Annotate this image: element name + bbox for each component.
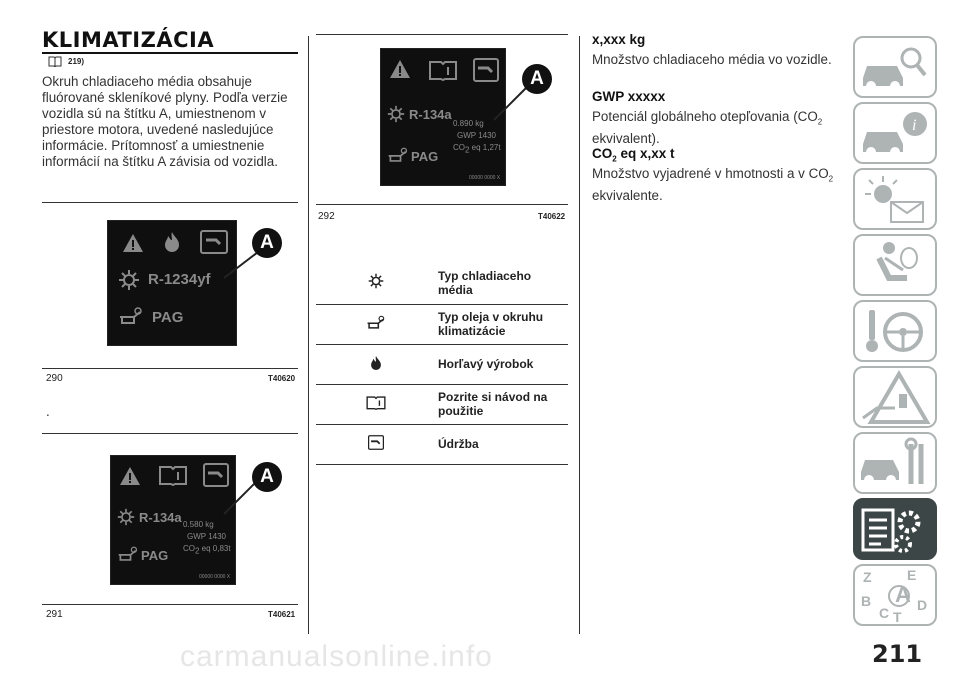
- table-row: [316, 424, 568, 464]
- intro-paragraph: Okruh chladiaceho média obsahuje fluórované skleníkové plyny. Podľa verzie vozidla sú na štítku A, umiestnenom v priestore motora, uvedené nasledujúce informácie. Prítomnosť a umiestnenie informácií na štítku A závisia od vozidla.: [42, 74, 288, 169]
- gwp-value: GWP 1430: [457, 131, 496, 140]
- refrigerant-label: R-1234yf: [148, 271, 211, 288]
- flammable-icon: [162, 231, 182, 253]
- label-id: 00000 0000 X: [469, 175, 501, 181]
- warning-book-icon: [48, 56, 62, 67]
- warning-ref-number: 219): [68, 57, 85, 66]
- seat-airbag-icon: [855, 236, 935, 294]
- figure-number: 290: [46, 373, 63, 384]
- chapter-tab-active[interactable]: [853, 498, 937, 560]
- definition-desc: Množstvo vyjadrené v hmotnosti a v $CO_2$ ekvivalente.: [592, 166, 834, 203]
- figure-divider: [42, 202, 298, 203]
- title-divider: [42, 52, 298, 54]
- chapter-tab[interactable]: [853, 300, 937, 362]
- co2-equivalent: $CO_2$ eq 1,27t: [453, 143, 501, 155]
- svg-text:D: D: [917, 597, 928, 613]
- page-title: KLIMATIZÁCIA: [42, 28, 215, 52]
- svg-text:E: E: [907, 567, 917, 583]
- gwp-value: GWP 1430: [187, 532, 226, 541]
- table-row: [316, 304, 568, 344]
- figure-code: T40622: [538, 212, 566, 221]
- svg-text:i: i: [912, 117, 917, 134]
- table-row: [316, 262, 568, 304]
- car-magnifier-icon: [855, 38, 935, 96]
- warning-triangle-icon: [389, 59, 411, 79]
- figure-code: T40621: [268, 610, 296, 619]
- symbol-label: Údržba: [436, 424, 568, 464]
- callout-a: A: [252, 462, 282, 492]
- figure-number: 292: [318, 211, 335, 222]
- symbol-label: Pozrite si návod na použitie: [436, 384, 568, 424]
- svg-text:Z: Z: [863, 569, 872, 585]
- wrench-icon: [473, 58, 499, 82]
- refrigerant-symbol-icon: [118, 269, 140, 291]
- car-info-icon: [855, 104, 935, 162]
- definition-desc: Množstvo chladiaceho média vo vozidle.: [592, 52, 832, 67]
- watermark: carmanualsonline.info: [180, 640, 493, 673]
- label-photo-292: [380, 48, 506, 186]
- road-warning-triangle-icon: [855, 368, 935, 426]
- svg-text:T: T: [893, 609, 902, 624]
- manual-book-icon: [429, 59, 457, 81]
- manual-book-icon: [366, 395, 386, 410]
- caption-divider: [316, 204, 568, 205]
- svg-text:A: A: [895, 582, 911, 607]
- label-photo-290: [107, 220, 237, 346]
- caption-divider: [42, 368, 298, 369]
- chapter-tab[interactable]: [853, 366, 937, 428]
- oil-label: PAG: [152, 309, 184, 326]
- definition-term: GWP xxxxx: [592, 89, 666, 104]
- definition-desc: Potenciál globálneho otepľovania ($CO_2$ ekvivalent).: [592, 109, 823, 146]
- figure-divider: [42, 433, 298, 434]
- warning-triangle-icon: [122, 233, 144, 253]
- oil-symbol-icon: [117, 546, 139, 562]
- co2-equivalent: $CO_2$ eq 0,83t: [183, 544, 231, 556]
- figure-code: T40620: [268, 374, 296, 383]
- chapter-tab[interactable]: [853, 432, 937, 494]
- oil-symbol-icon: [387, 147, 409, 163]
- svg-text:B: B: [861, 593, 872, 609]
- symbol-label: Typ oleja v okruhu klimatizácie: [436, 304, 568, 344]
- wrench-icon: [368, 435, 384, 450]
- alphabet-index-icon: [855, 566, 935, 624]
- chapter-tab[interactable]: [853, 234, 937, 296]
- symbols-table: [316, 262, 568, 465]
- oil-label: PAG: [411, 149, 439, 164]
- key-steering-wheel-icon: [855, 302, 935, 360]
- definition-term: $CO_2$ eq x,xx t: [592, 146, 675, 164]
- manual-book-icon: [159, 464, 187, 486]
- column-divider: [308, 36, 309, 634]
- definition-term: x,xxx kg: [592, 32, 646, 47]
- table-row: [316, 384, 568, 424]
- oil-symbol-icon: [366, 315, 386, 330]
- label-photo-291: [110, 455, 236, 585]
- table-row: [316, 344, 568, 384]
- chapter-tab[interactable]: [853, 564, 937, 626]
- refrigerant-mass: 0.890 kg: [453, 119, 484, 128]
- warning-lights-message-icon: [855, 170, 935, 228]
- chapter-tab[interactable]: [853, 102, 937, 164]
- refrigerant-symbol-icon: [117, 508, 135, 526]
- refrigerant-symbol-icon: [387, 105, 405, 123]
- technical-data-gear-icon: [855, 500, 935, 558]
- column-divider: [579, 36, 580, 634]
- figure-divider: [316, 34, 568, 35]
- page-number: 211: [872, 640, 923, 668]
- callout-a: A: [522, 64, 552, 94]
- caption-divider: [42, 604, 298, 605]
- refrigerant-symbol-icon: [368, 273, 384, 289]
- callout-leader-line: [222, 250, 262, 280]
- symbol-label: Horľavý výrobok: [436, 344, 568, 384]
- flammable-icon: [369, 355, 383, 371]
- svg-text:C: C: [879, 605, 890, 621]
- symbol-label: Typ chladiaceho média: [436, 262, 568, 304]
- warning-reference: [48, 56, 84, 67]
- chapter-tab[interactable]: [853, 168, 937, 230]
- oil-symbol-icon: [118, 307, 144, 325]
- warning-triangle-icon: [119, 466, 141, 486]
- figure-number: 291: [46, 609, 63, 620]
- label-id: 00000 0000 X: [199, 574, 231, 580]
- callout-a: A: [252, 228, 282, 258]
- refrigerant-label: R-134a: [139, 510, 182, 525]
- oil-label: PAG: [141, 548, 169, 563]
- chapter-tab[interactable]: [853, 36, 937, 98]
- car-tools-icon: [855, 434, 935, 492]
- refrigerant-label: R-134a: [409, 107, 452, 122]
- refrigerant-mass: 0.580 kg: [183, 520, 214, 529]
- stray-dot: .: [46, 404, 50, 419]
